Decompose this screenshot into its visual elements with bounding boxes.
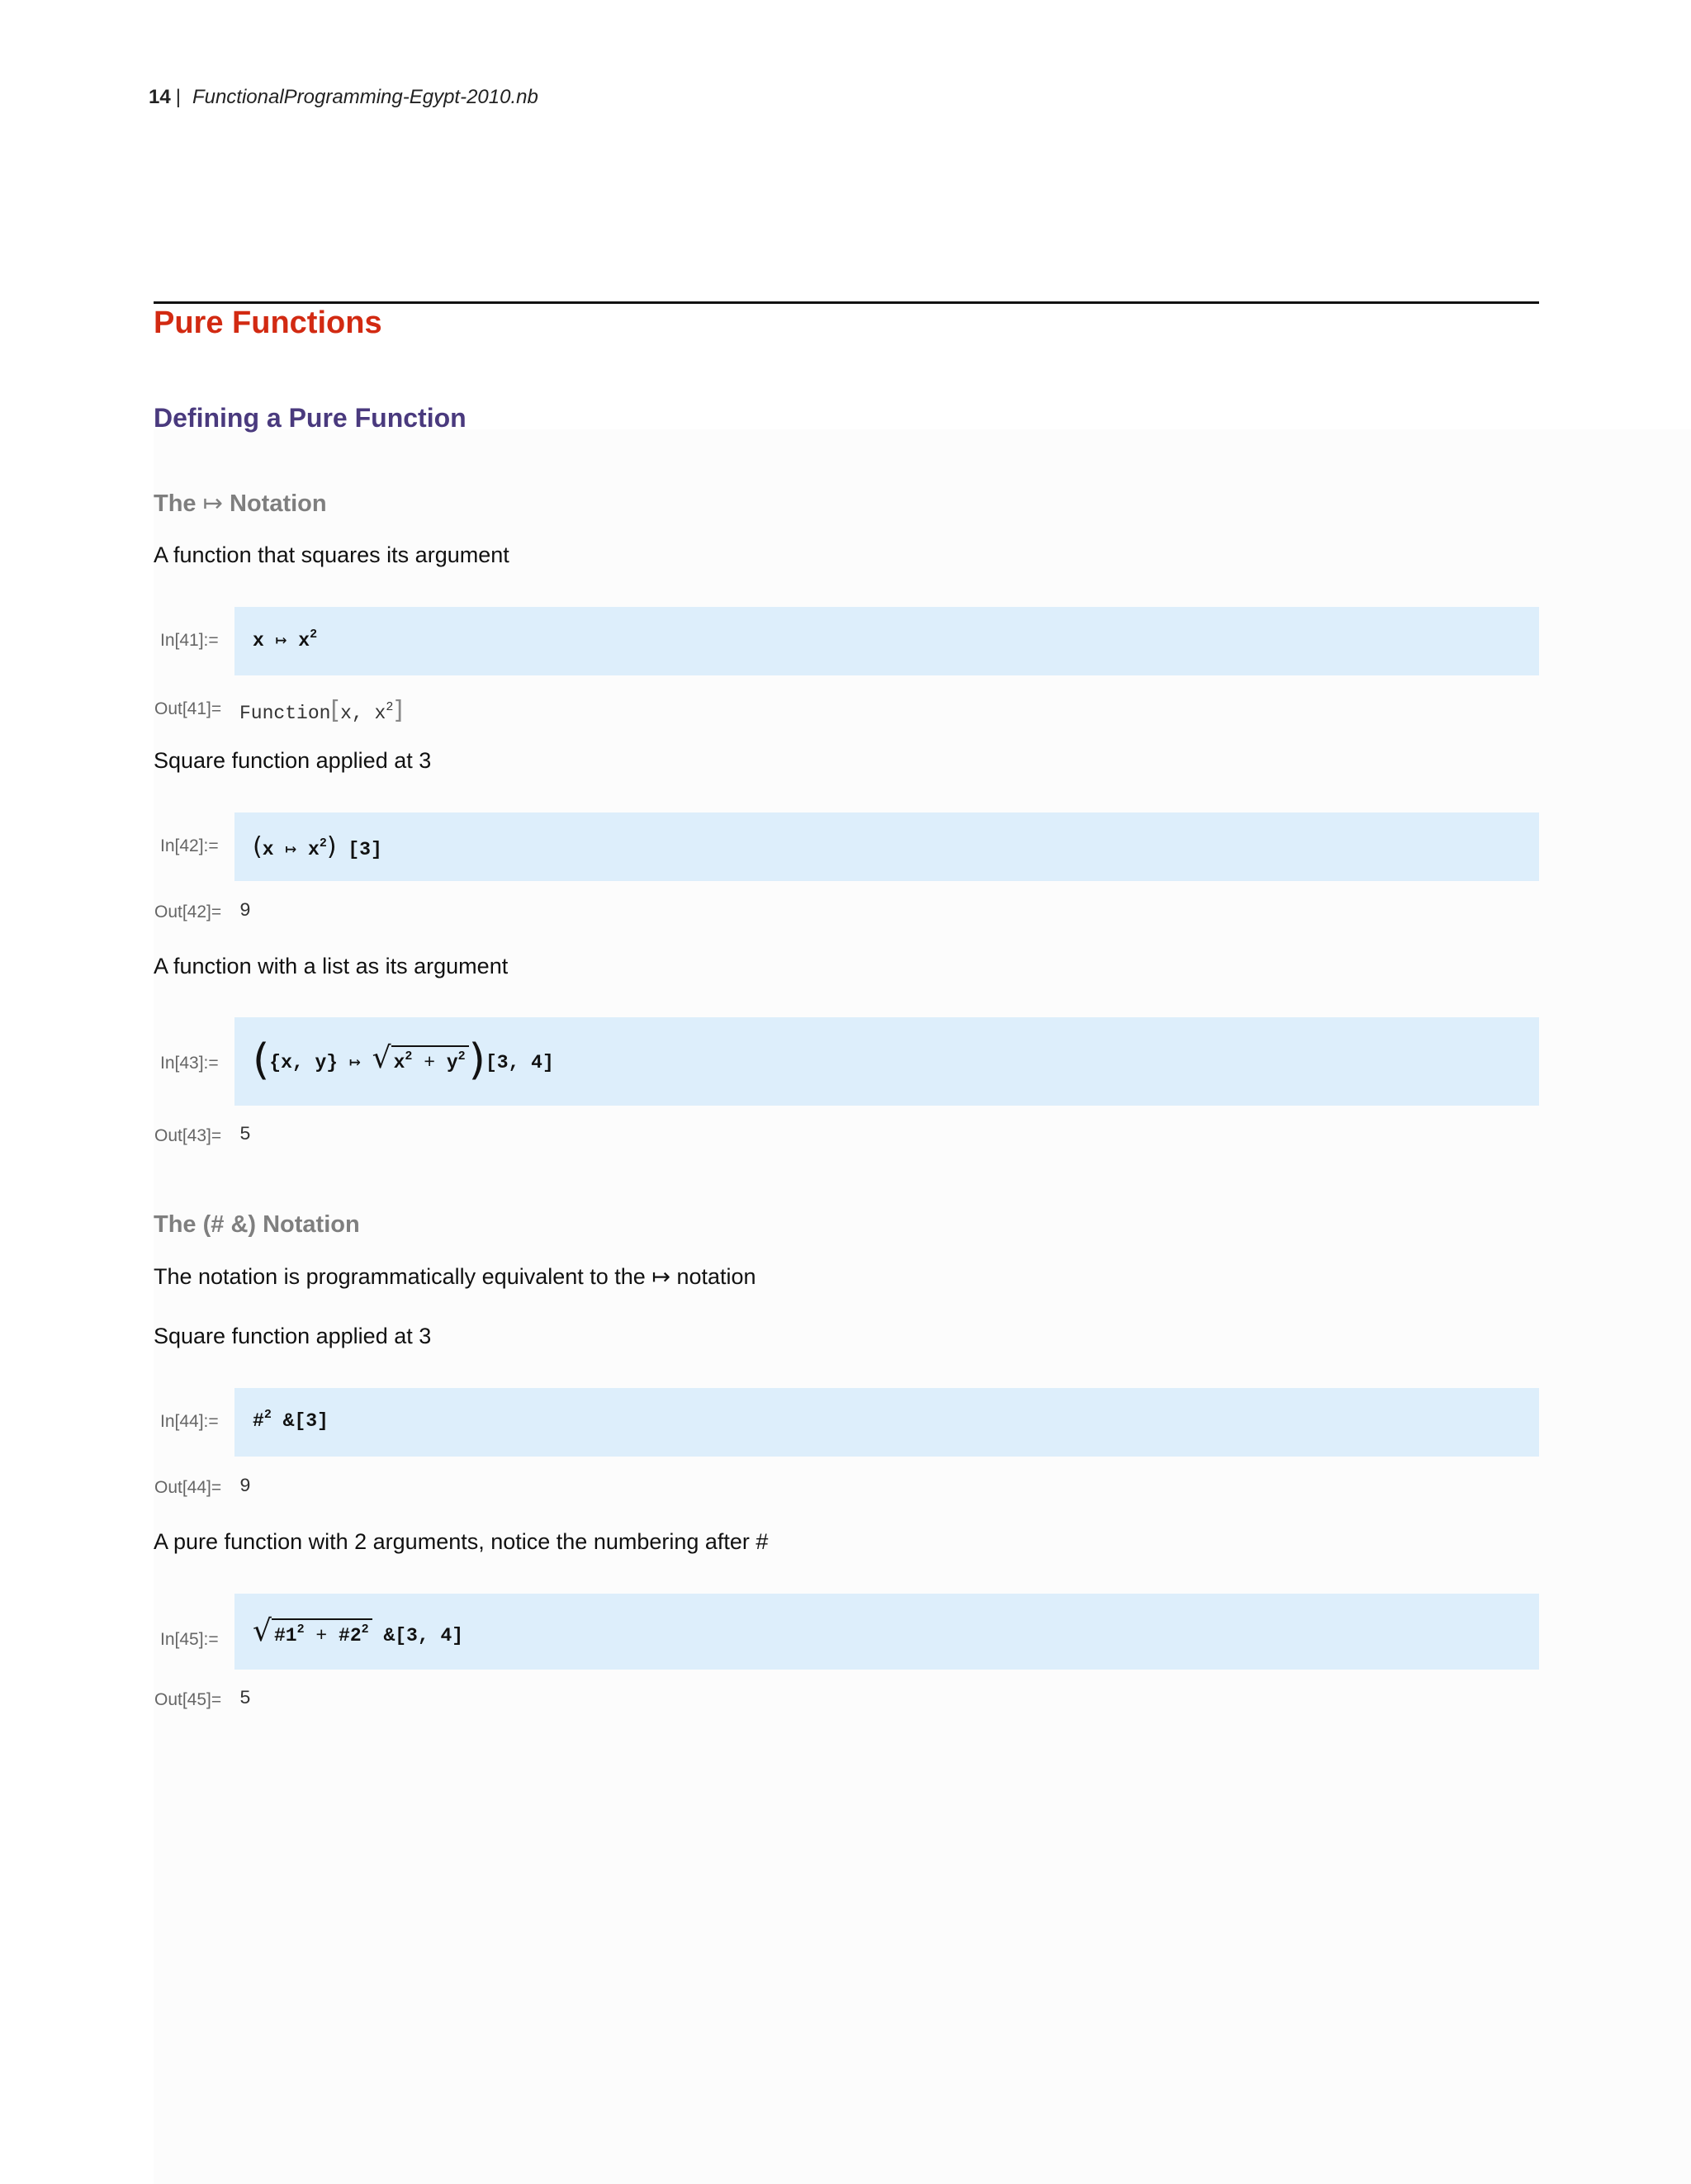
code-tail: &[3] (282, 1410, 329, 1432)
plus-sign: + (424, 1052, 436, 1073)
close-bracket: ] (393, 696, 404, 725)
radical-sign: √ (372, 1041, 391, 1075)
code-tail: &[3, 4] (383, 1625, 464, 1646)
text-left: The notation is programmatically equivalent to the (154, 1264, 646, 1289)
mapsto-arrow-icon: ↦ (275, 630, 287, 651)
input-cell-44[interactable] (234, 1388, 1539, 1457)
open-paren: ( (253, 832, 263, 861)
out-label-43: Out[43]= (154, 1126, 222, 1145)
text-right: notation (676, 1264, 756, 1289)
mapsto-arrow-icon: ↦ (348, 1052, 361, 1073)
exponent: 2 (319, 836, 327, 850)
text-square-applied-2: Square function applied at 3 (154, 1324, 432, 1348)
code-argument: [3] (348, 839, 382, 860)
term-y: y (446, 1052, 458, 1073)
slot-2: #2 (339, 1625, 362, 1646)
code-vars: {x, y} (269, 1052, 339, 1073)
code-body: x (298, 630, 310, 651)
code-var: x (262, 839, 274, 860)
mapsto-arrow-icon: ↦ (202, 490, 223, 517)
page-header (149, 86, 538, 109)
heading-text-right: Notation (230, 490, 327, 517)
page-number: 14 (149, 86, 171, 108)
output-42: 9 (239, 900, 251, 921)
slot-1: #1 (273, 1625, 297, 1646)
radical-sign: √ (253, 1614, 272, 1648)
output-head: Function (239, 703, 331, 724)
text-two-arguments: A pure function with 2 arguments, notice the numbering after # (154, 1529, 769, 1554)
out-label-42: Out[42]= (154, 902, 222, 921)
in-label-44: In[44]:= (160, 1412, 219, 1431)
input-code-44[interactable] (253, 1410, 329, 1432)
in-label-42: In[42]:= (160, 836, 219, 855)
close-paren: ) (468, 1035, 486, 1085)
notebook-background (154, 429, 1691, 2184)
open-bracket: [ (330, 696, 341, 725)
input-code-41[interactable] (253, 629, 317, 651)
out-label-45: Out[45]= (154, 1690, 222, 1709)
output-45: 5 (239, 1688, 251, 1709)
term-x: x (393, 1052, 405, 1073)
exponent: 2 (310, 628, 318, 642)
close-paren: ) (326, 832, 337, 861)
out-label-41: Out[41]= (154, 699, 222, 718)
text-squares-argument: A function that squares its argument (154, 542, 509, 567)
square-root (253, 1614, 372, 1648)
input-cell-42[interactable] (234, 812, 1539, 881)
out-label-44: Out[44]= (154, 1478, 222, 1497)
hash-notation-heading: The (# &) Notation (154, 1211, 360, 1238)
input-code-42[interactable] (253, 832, 382, 861)
heading-text-left: The (154, 490, 197, 517)
output-43: 5 (239, 1124, 251, 1145)
code-body: x (308, 839, 320, 860)
exponent: 2 (296, 1623, 305, 1637)
text-square-applied: Square function applied at 3 (154, 748, 432, 773)
input-code-45[interactable] (253, 1614, 463, 1648)
in-label-41: In[41]:= (160, 631, 219, 650)
mapsto-arrow-icon: ↦ (651, 1264, 670, 1289)
code-var: x (253, 630, 264, 651)
exponent: 2 (405, 1049, 413, 1064)
in-label-43: In[43]:= (160, 1054, 219, 1073)
input-cell-41[interactable] (234, 607, 1539, 675)
notebook-file-name: FunctionalProgramming-Egypt-2010.nb (192, 86, 538, 108)
square-root (372, 1041, 469, 1075)
section-title: Pure Functions (154, 306, 382, 340)
code-argument: [3, 4] (485, 1052, 554, 1073)
plus-sign: + (315, 1625, 328, 1646)
exponent: 2 (457, 1049, 466, 1064)
output-args: x, x (340, 703, 386, 724)
text-list-argument: A function with a list as its argument (154, 954, 509, 978)
in-label-45: In[45]:= (160, 1630, 219, 1649)
subsection-title: Defining a Pure Function (154, 403, 467, 433)
mapsto-arrow-icon: ↦ (285, 839, 297, 860)
exponent: 2 (386, 700, 394, 714)
exponent: 2 (263, 1408, 272, 1422)
mapsto-notation-heading (154, 489, 327, 518)
output-44: 9 (239, 1476, 251, 1497)
open-paren: ( (253, 1035, 270, 1085)
input-code-43[interactable] (253, 1035, 554, 1085)
text-equivalent-notation (154, 1264, 756, 1290)
section-rule (154, 301, 1539, 304)
header-separator: | (175, 86, 181, 108)
output-41 (239, 696, 403, 725)
slot-symbol: # (253, 1410, 264, 1432)
exponent: 2 (361, 1623, 369, 1637)
